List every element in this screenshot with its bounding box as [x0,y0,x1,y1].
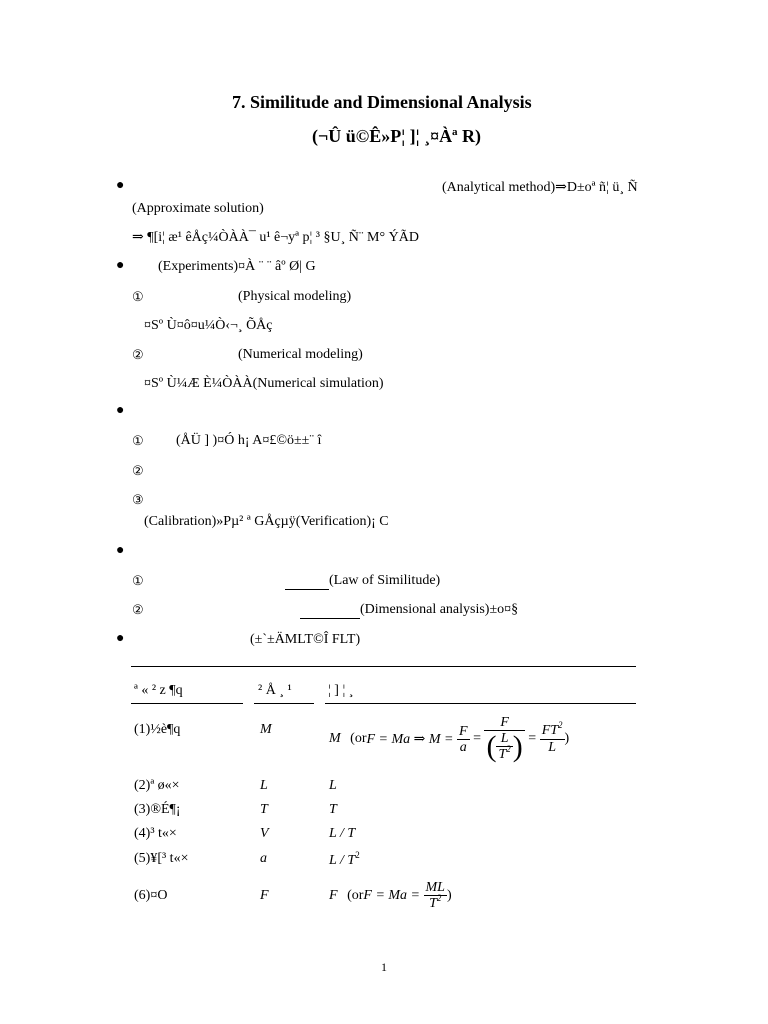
inner-den [496,744,512,763]
table-row-dimension: L / T [329,826,356,841]
fraction-den: L [548,740,556,755]
item-text: (ÅÜ ] )¤Ó h¡ A¤£©ö±±¨ î [176,433,322,448]
implication-text: ⇒ ¶[i¦ æ¹ êÅç¼ÒÀÀ¯ u¹ ê¬yª p¦ ³ §U¸ Ñ¨ M° ÝÃD [132,230,419,245]
inner-den-value: T [498,747,507,762]
physical-modeling-text: (Physical modeling) [238,289,352,304]
eq-part: F = Ma ⇒ M = [366,731,454,747]
table-header-rule-3 [325,703,636,704]
table-header-dimension: ¦ ] ¦ ¸ [328,683,354,698]
table-row-symbol: M [260,722,272,737]
dim-value: M [329,731,341,746]
superscript: 2 [506,744,511,754]
table-header-rule-2 [254,703,314,704]
table-row-symbol: V [260,826,269,841]
bullet-dot: ● [116,543,125,558]
page-number: 1 [381,960,387,974]
calibration-text: (Calibration)»Pµ² ª GÅçµÿ(Verification)¡ C [144,514,389,529]
table-row-symbol: L [260,778,268,793]
table-row-name: (3)®É¶¡ [134,802,181,817]
table-row-symbol: a [260,851,267,866]
item-number: ③ [132,492,144,507]
fraction [424,880,447,912]
mlt-flt-text: (±`±ÄMLT©Î FLT) [250,632,361,647]
section-title-cjk: (¬Û ü©Ê»P¦ ]¦ ¸¤Àª R) [312,126,482,146]
approximate-solution-text: (Approximate solution) [132,201,264,216]
inner-fraction [496,731,512,763]
bullet-dot: ● [116,631,125,646]
table-header-rule-1 [131,703,243,704]
fraction-den [484,731,524,763]
superscript: 2 [355,850,360,860]
table-row-name: (4)³ t«× [134,826,177,841]
fraction-num: F [459,723,468,739]
superscript: 2 [436,893,442,903]
bullet-dot: ● [116,258,125,273]
law-of-similitude [285,573,440,590]
equals: = [473,731,481,746]
dim-value: L / T [329,853,356,868]
fraction-den [424,893,447,912]
table-row-name: (2)ª ø«× [134,778,180,793]
fraction-num [540,720,565,740]
item-number: ② [132,463,144,478]
table-row-name: (6)¤O [134,888,168,903]
eq-open: (or [347,888,364,903]
fraction-num-value: FT [541,723,559,738]
superscript: 2 [558,720,563,730]
section-title: 7. Similitude and Dimensional Analysis [232,92,532,112]
physical-modeling-sub: ¤Sº Ù¤ô¤u¼Ò‹¬¸ ÕÅç [144,318,273,333]
item-number: ② [132,347,144,362]
eq-close: ) [446,888,452,903]
table-row-symbol: T [260,802,268,817]
table-row-dimension [329,709,569,769]
eq-open: (or [350,731,367,746]
inner-num: L [496,731,512,747]
item-number: ② [132,602,144,617]
dim-value: F [329,888,338,903]
bullet-dot: ● [116,403,125,418]
dimensional-analysis [300,602,518,619]
item-number: ① [132,289,144,304]
eq-close: ) [564,731,570,746]
analytical-method-text: (Analytical method)⇒D±oª ñ¦ ü¸ Ñ [442,180,638,195]
table-row-dimension: T [329,802,337,817]
experiments-text: (Experiments)¤À ¨ ¨ âº Ø| G [158,259,316,274]
law-of-similitude-text: (Law of Similitude) [329,573,441,588]
paren-left: ( [486,730,497,763]
table-row-dimension [329,850,360,869]
table-row-name: (5)¥[³ t«× [134,851,189,866]
fraction-den-value: T [429,896,437,911]
bullet-dot: ● [116,178,125,193]
fraction-num: F [484,715,524,731]
fraction [540,720,565,755]
item-number: ① [132,433,144,448]
dimensional-analysis-text: (Dimensional analysis)±o¤§ [360,602,519,617]
table-header-symbol: ² Å ¸ ¹ [258,683,292,698]
fraction-den: a [459,739,467,755]
table-row-dimension [329,876,452,916]
table-row-name: (1)½è¶q [134,722,181,737]
table-row-symbol: F [260,888,269,903]
equals: = [528,731,537,746]
numerical-modeling-text: (Numerical modeling) [238,347,363,362]
fraction [484,715,524,763]
fraction-num: ML [425,880,445,895]
table-top-rule [131,666,636,667]
eq-part: F = Ma = [363,888,420,903]
paren-right: ) [512,730,523,763]
fraction [457,724,470,755]
table-row-dimension: L [329,778,337,793]
table-header-quantity: ª « ² z ¶q [134,683,183,698]
numerical-simulation-text: ¤Sº Ù¼Æ È¼ÒÀÀ(Numerical simulation) [144,376,384,391]
item-number: ① [132,573,144,588]
